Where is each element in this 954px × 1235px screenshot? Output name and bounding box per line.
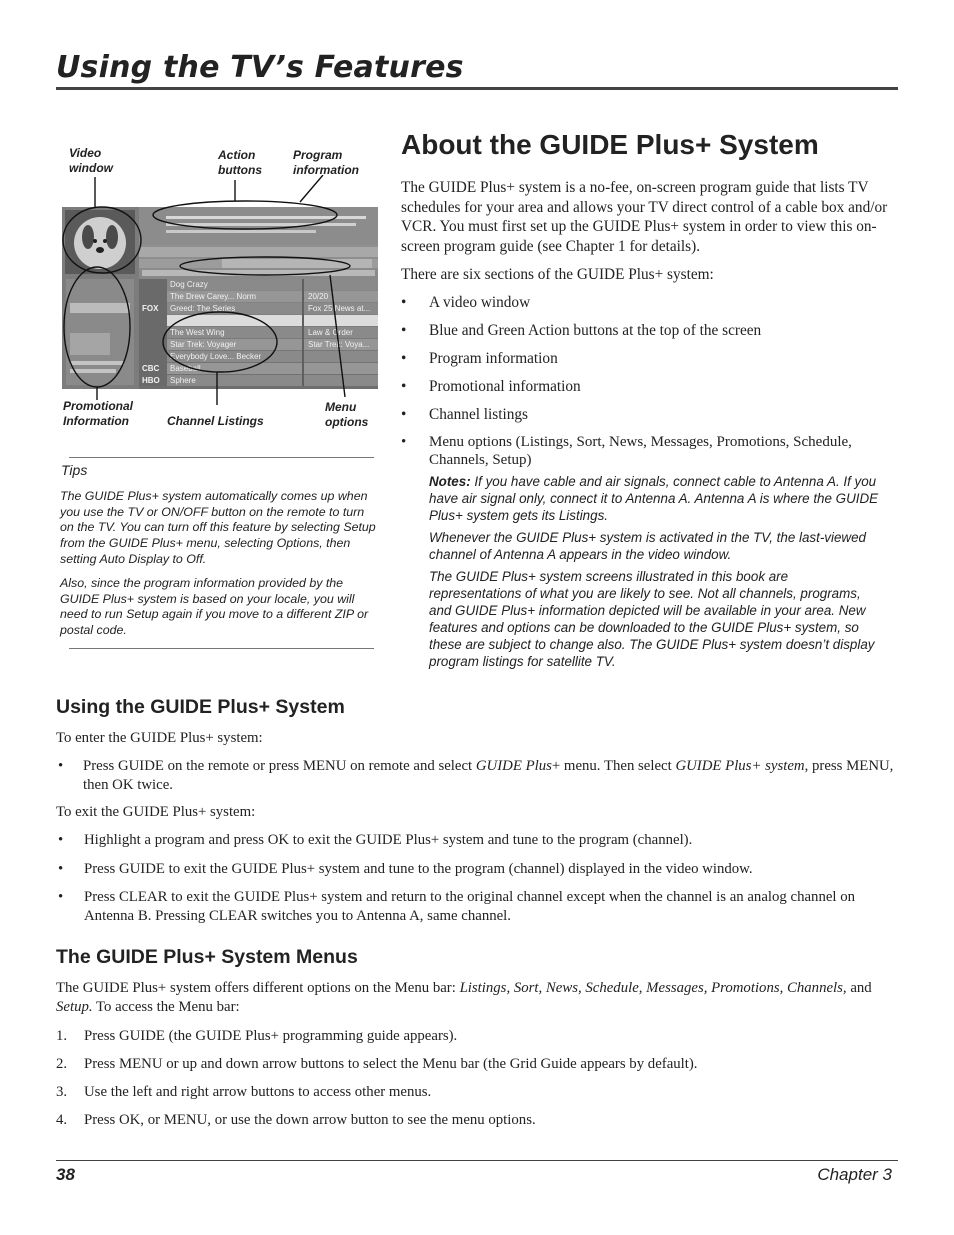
guide-row-1-show: The Drew Carey... Norm — [170, 292, 257, 301]
guide-row-2-show: Greed: The Series — [170, 304, 236, 313]
tips-bottom-rule — [69, 648, 374, 649]
using-exit-intro: To exit the GUIDE Plus+ system: — [56, 804, 256, 820]
header-rule — [56, 87, 898, 90]
list-item: • Press GUIDE to exit the GUIDE Plus+ system and tune to the program (channel) displayed in the video window. — [58, 860, 753, 877]
about-intro: The GUIDE Plus+ system is a no-fee, on-screen program guide that lists TV schedules for your area and allows your TV direct control of a cable box and/or VCR. You must first set up the GUIDE Plus+ system in order to view this on-screen program guide (see Chapter 1 for details). — [401, 179, 888, 255]
about-sections-list — [401, 293, 899, 469]
guide-row-8-show: Sphere — [170, 376, 196, 385]
guide-row-1-right: 20/20 — [308, 292, 329, 301]
label-promotional-information: Promotional Information — [63, 399, 134, 428]
guide-row-7-show: Baseball — [170, 364, 201, 373]
using-exit-list — [56, 831, 898, 925]
using-enter-intro: To enter the GUIDE Plus+ system: — [56, 730, 263, 746]
list-item: 4. Press OK, or MENU, or use the down arrow button to see the menu options. — [56, 1112, 536, 1128]
guide-row-2-right: Fox 25 News at... — [308, 304, 371, 313]
guide-row-6-show: Everybody Love... Becker — [170, 352, 262, 361]
guide-row-4-right: Law & Order — [308, 328, 353, 337]
guide-row-5-show: Star Trek: Voyager — [170, 340, 237, 349]
tips-top-rule — [69, 457, 374, 458]
page-header-title: Using the TV’s Features — [56, 50, 464, 85]
menus-title: The GUIDE Plus+ System Menus — [56, 946, 358, 968]
list-item: • A video window — [401, 294, 531, 311]
figure-callouts — [55, 175, 385, 405]
notes-label: Notes: — [429, 474, 471, 489]
footer-rule — [56, 1160, 898, 1161]
label-program-information: Program information — [293, 148, 359, 177]
note-1: Notes: If you have cable and air signals, connect cable to Antenna A. If you have air signal only, connect it to Antenna A. Antenna A is where the GUIDE Plus+ system gets its Listings. — [429, 474, 879, 523]
list-item: • Promotional information — [401, 378, 581, 395]
tips-heading: Tips — [61, 462, 88, 478]
label-channel-listings: Channel Listings — [167, 414, 264, 428]
label-action-buttons: Action buttons — [218, 148, 262, 177]
list-item: • Program information — [401, 350, 558, 367]
list-item: • Channel listings — [401, 406, 529, 423]
list-item: 2. Press MENU or up and down arrow buttons to select the Menu bar (the Grid Guide appears by default). — [56, 1056, 698, 1072]
about-title: About the GUIDE Plus+ System — [401, 129, 819, 160]
label-menu-options: Menu options — [325, 400, 369, 429]
guide-row-8-logo: HBO — [142, 376, 160, 385]
guide-row-5-right: Star Trek: Voya... — [308, 340, 370, 349]
using-enter-step: • Press GUIDE on the remote or press MENU on remote and select GUIDE Plus+ menu. Then select GUIDE Plus+ system, press MENU, then OK twice. — [58, 758, 894, 793]
list-item: • Menu options (Listings, Sort, News, Messages, Promotions, Schedule, Channels, Setup) — [401, 434, 852, 468]
page-number: 38 — [56, 1165, 75, 1184]
label-video-window: Video window — [69, 146, 113, 175]
about-sections-intro: There are six sections of the GUIDE Plus+ system: — [401, 266, 714, 283]
chapter-label: Chapter 3 — [817, 1165, 892, 1184]
list-item: 3. Use the left and right arrow buttons to access other menus. — [56, 1084, 432, 1100]
guide-row-0-show: Dog Crazy — [170, 280, 208, 289]
list-item: 1. Press GUIDE (the GUIDE Plus+ programming guide appears). — [56, 1028, 458, 1044]
guide-row-4-show: The West Wing — [170, 328, 225, 337]
guide-row-2-logo: FOX — [142, 304, 159, 313]
list-item: • Highlight a program and press OK to exit the GUIDE Plus+ system and tune to the program (channel). — [58, 832, 693, 848]
tips-paragraph-1: The GUIDE Plus+ system automatically comes up when you use the TV or ON/OFF button on the remote to turn on the TV. You can turn off this feature by selecting Setup from the GUIDE Plus+ menu, selecting Options, then setting Auto Display to Off. — [60, 489, 376, 566]
menus-intro: The GUIDE Plus+ system offers different options on the Menu bar: Listings, Sort, News, Schedule, Messages, Promotions, Channels, and Setup. To access the Menu bar: — [56, 980, 872, 1015]
using-title: Using the GUIDE Plus+ System — [56, 696, 345, 718]
note-3: The GUIDE Plus+ system screens illustrated in this book are representations of what you are likely to see. Not all channels, programs, and GUIDE Plus+ information depicted will be available in your area. New features and options can be downloaded to the GUIDE Plus+ system, so these are subject to change also. The GUIDE Plus+ system doesn’t display program listings for satellite TV. — [429, 569, 875, 669]
guide-row-7-logo: CBC — [142, 364, 160, 373]
list-item: • Press CLEAR to exit the GUIDE Plus+ system and return to the original channel except when the channel is an analog channel on Antenna B. Pressing CLEAR switches you to Antenna A, same channel. — [58, 889, 856, 924]
tips-paragraph-2: Also, since the program information provided by the GUIDE Plus+ system is based on your locale, you will need to run Setup again if you move to a different ZIP or postal code. — [60, 576, 369, 638]
list-item: • Blue and Green Action buttons at the top of the screen — [401, 322, 762, 339]
menus-steps — [56, 1027, 898, 1139]
note-2: Whenever the GUIDE Plus+ system is activated in the TV, the last-viewed channel of Antenna A appears in the video window. — [429, 530, 866, 562]
